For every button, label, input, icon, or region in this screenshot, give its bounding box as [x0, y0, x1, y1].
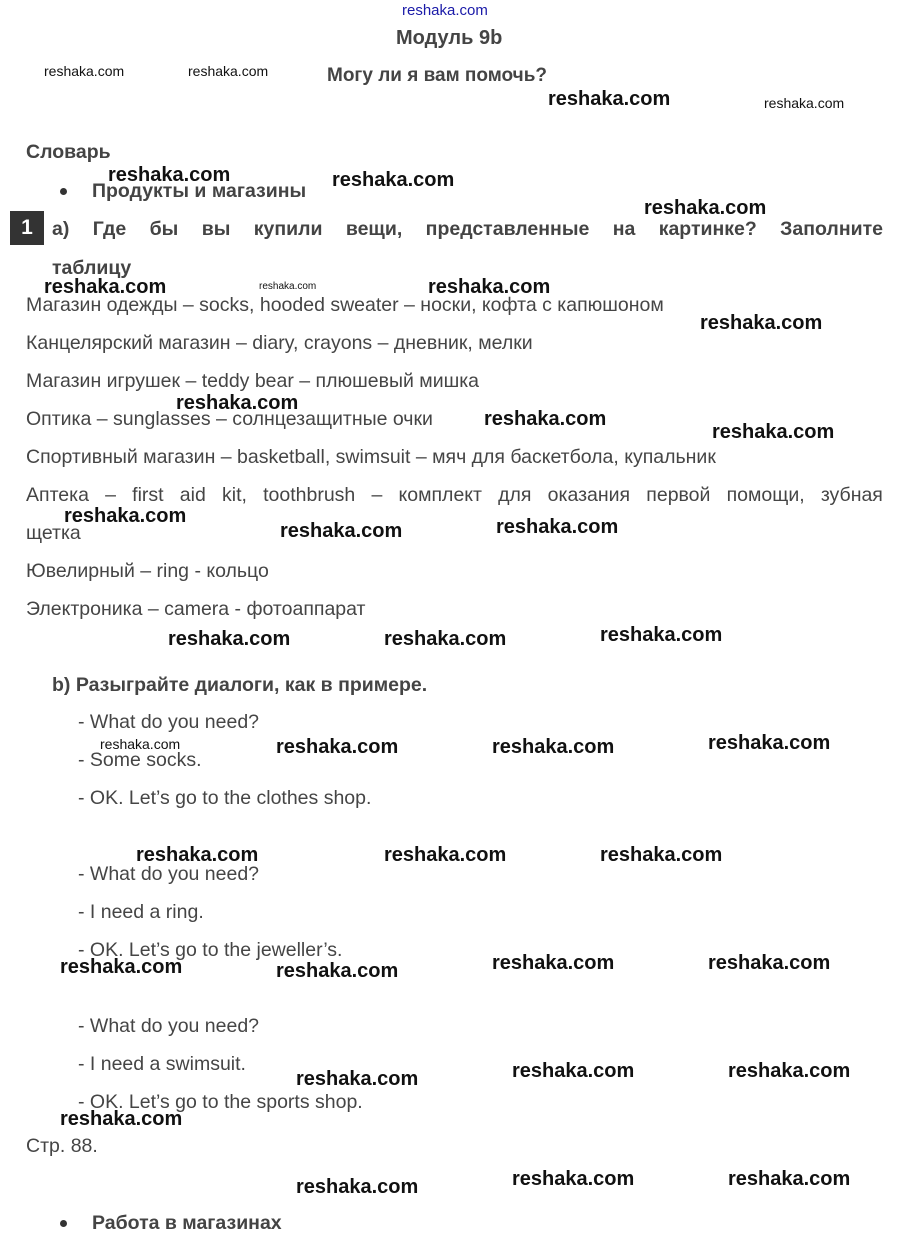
task-a-word: картинке? — [658, 218, 757, 240]
task-a-word: вы — [201, 218, 231, 240]
answer-word: – — [371, 484, 383, 506]
dialog-line: - Some socks. — [78, 749, 202, 771]
bullet-dot — [60, 188, 67, 195]
answer-word: зубная — [820, 484, 883, 506]
watermark: reshaka.com — [384, 628, 507, 650]
watermark: reshaka.com — [496, 516, 619, 538]
module-title: Модуль 9b — [396, 27, 503, 49]
watermark: reshaka.com — [60, 956, 183, 978]
watermark: reshaka.com — [512, 1168, 635, 1190]
task-b-title: b) Разыграйте диалоги, как в примере. — [52, 674, 428, 696]
answer-word: – — [105, 484, 116, 506]
watermark: reshaka.com — [384, 844, 507, 866]
dialog-line: - I need a swimsuit. — [78, 1053, 246, 1075]
answer-line: Ювелирный – ring - кольцо — [26, 560, 269, 582]
watermark: reshaka.com — [136, 844, 259, 866]
site-link[interactable]: reshaka.com — [402, 2, 488, 19]
task-a-line2: таблицу — [52, 257, 132, 279]
watermark: reshaka.com — [600, 624, 723, 646]
dialog-line: - I need a ring. — [78, 901, 204, 923]
dialog-line: - What do you need? — [78, 863, 260, 885]
watermark: reshaka.com — [428, 276, 551, 298]
page-reference: Стр. 88. — [26, 1135, 98, 1157]
watermark: reshaka.com — [44, 63, 125, 79]
task-a-word: вещи, — [345, 218, 403, 240]
watermark: reshaka.com — [644, 197, 767, 219]
watermark: reshaka.com — [276, 960, 399, 982]
bullet-shop-work: Работа в магазинах — [92, 1212, 282, 1234]
answer-word: комплект — [398, 484, 482, 506]
answer-line: Спортивный магазин – basketball, swimsuit – мяч для баскетбола, купальник — [26, 446, 716, 468]
bullet-products-shops: Продукты и магазины — [92, 180, 307, 202]
dialog-line: - OK. Let’s go to the jeweller’s. — [78, 939, 343, 961]
answer-word: первой — [646, 484, 711, 506]
watermark: reshaka.com — [764, 95, 845, 111]
watermark: reshaka.com — [108, 164, 231, 186]
watermark: reshaka.com — [708, 732, 831, 754]
watermark: reshaka.com — [600, 844, 723, 866]
watermark: reshaka.com — [484, 408, 607, 430]
task-a-line1 — [52, 218, 883, 241]
answer-word: aid — [179, 484, 206, 506]
task-a-word: на — [612, 218, 636, 240]
watermark: reshaka.com — [296, 1068, 419, 1090]
watermark: reshaka.com — [332, 169, 455, 191]
dialog-line: - What do you need? — [78, 711, 260, 733]
task-a-word: Заполните — [780, 218, 883, 240]
dialog-line: - OK. Let’s go to the clothes shop. — [78, 787, 372, 809]
answer-line: Оптика – sunglasses – солнцезащитные очки — [26, 408, 433, 430]
task-a-word: купили — [253, 218, 323, 240]
watermark: reshaka.com — [44, 276, 167, 298]
task-a-word: а) — [52, 218, 70, 240]
dialog-line: - What do you need? — [78, 1015, 260, 1037]
bullet-dot — [60, 1220, 67, 1227]
answer-word: toothbrush — [263, 484, 356, 506]
watermark: reshaka.com — [700, 312, 823, 334]
watermark: reshaka.com — [492, 736, 615, 758]
answer-word: kit, — [222, 484, 247, 506]
watermark: reshaka.com — [728, 1168, 851, 1190]
answer-line: Электроника – camera - фотоаппарат — [26, 598, 366, 620]
answer-word: оказания — [547, 484, 631, 506]
watermark: reshaka.com — [276, 736, 399, 758]
lesson-title: Могу ли я вам помочь? — [327, 65, 548, 86]
answer-word: Аптека — [26, 484, 89, 506]
watermark: reshaka.com — [60, 1108, 183, 1130]
watermark: reshaka.com — [712, 421, 835, 443]
task-a-word: Где — [92, 218, 127, 240]
watermark: reshaka.com — [259, 281, 317, 292]
watermark: reshaka.com — [492, 952, 615, 974]
task-a-word: представленные — [425, 218, 590, 240]
answer-word: помощи, — [726, 484, 805, 506]
answer-line: Магазин одежды – socks, hooded sweater – носки, кофта с капюшоном — [26, 294, 664, 316]
answer-line: Магазин игрушек – teddy bear – плюшевый мишка — [26, 370, 480, 392]
watermark: reshaka.com — [100, 736, 181, 752]
answer-line-justified — [26, 484, 883, 507]
dialog-line: - OK. Let’s go to the sports shop. — [78, 1091, 363, 1113]
answer-line: щетка — [26, 522, 81, 544]
watermark: reshaka.com — [296, 1176, 419, 1198]
watermark: reshaka.com — [188, 63, 269, 79]
watermark: reshaka.com — [176, 392, 299, 414]
exercise-number: 1 — [10, 211, 44, 245]
watermark: reshaka.com — [280, 520, 403, 542]
watermark: reshaka.com — [512, 1060, 635, 1082]
watermark: reshaka.com — [728, 1060, 851, 1082]
task-a-word: бы — [149, 218, 179, 240]
answer-word: first — [132, 484, 164, 506]
watermark: reshaka.com — [64, 505, 187, 527]
watermark: reshaka.com — [708, 952, 831, 974]
answer-line: Канцелярский магазин – diary, crayons – дневник, мелки — [26, 332, 533, 354]
watermark: reshaka.com — [168, 628, 291, 650]
vocab-heading: Словарь — [26, 141, 111, 163]
answer-word: для — [498, 484, 532, 506]
watermark: reshaka.com — [548, 88, 671, 110]
